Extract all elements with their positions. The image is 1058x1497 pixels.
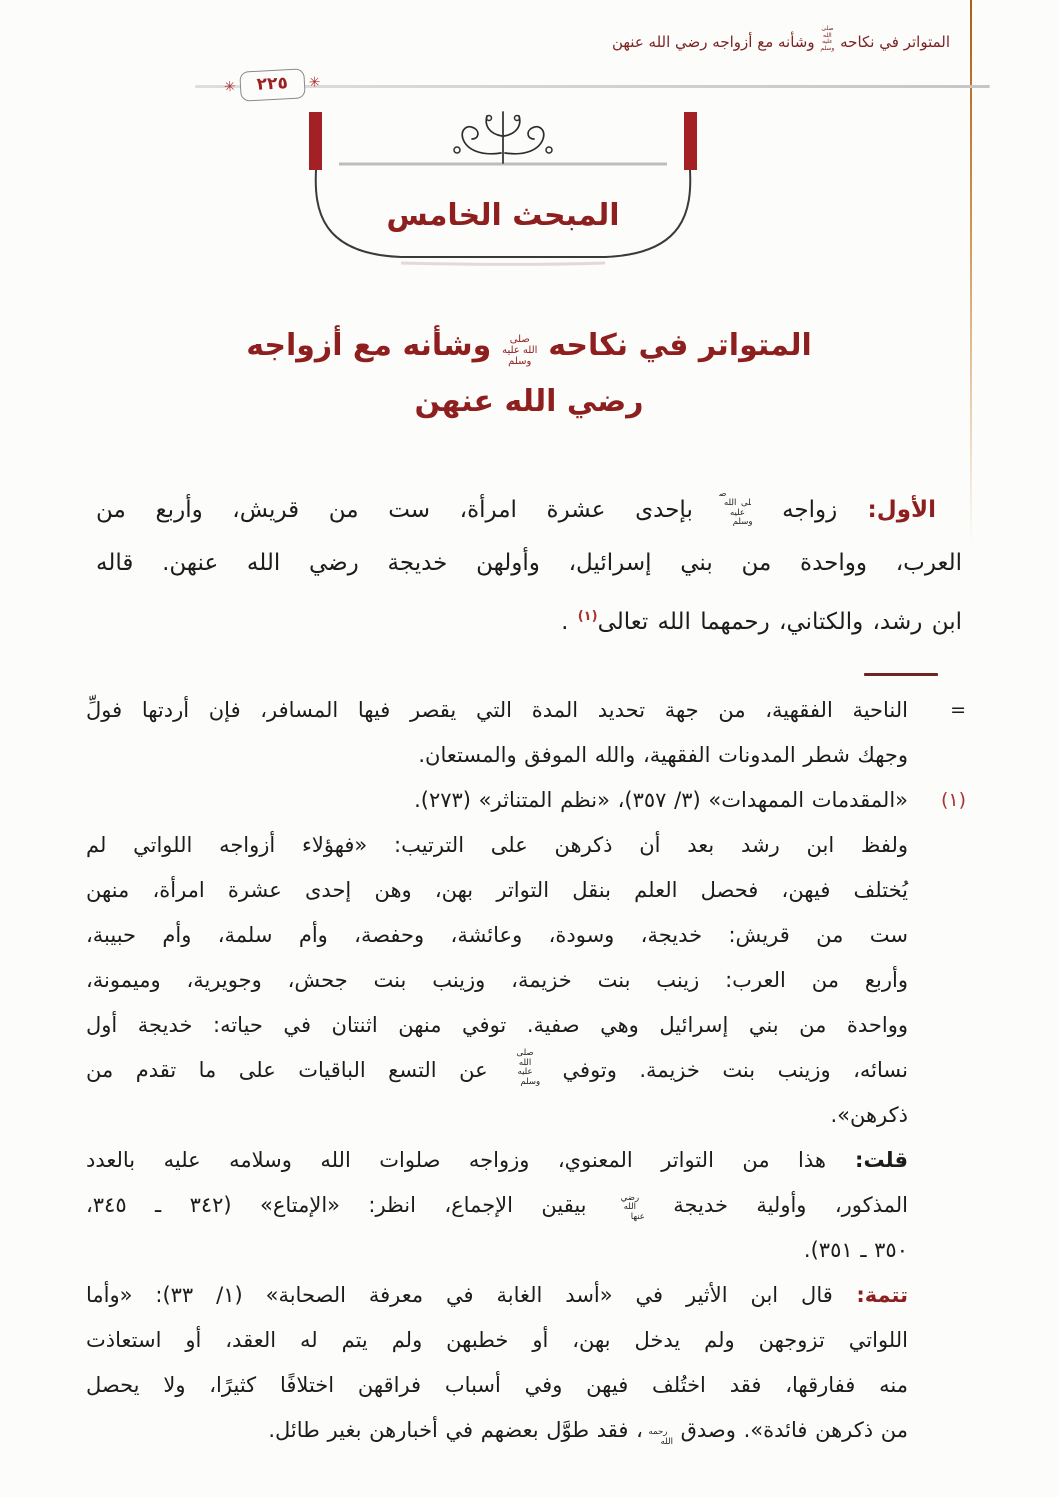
footnotes: [86, 688, 966, 1453]
text-run: يُختلف فيهن، فحصل العلم بنقل التواتر بهن، وهن إحدى عشرة امرأة، منهن: [86, 877, 908, 902]
footnote-marker: (١): [940, 788, 966, 811]
text-run: وأربع من العرب: زينب بنت خزيمة، وزينب بنت جحش، وجويرية، وميمونة،: [86, 967, 908, 992]
honorific-symbol: رحمه الله: [648, 1427, 673, 1447]
text-run: قال ابن الأثير في «أسد الغابة في معرفة الصحابة» (١/ ٣٣): «وأما: [86, 1282, 833, 1307]
text-run: زواجه: [752, 497, 838, 524]
text-run: الأول:: [837, 497, 937, 524]
chapter-title: المبحث الخامس: [386, 198, 620, 234]
text-run: نسائه، وزينب بنت خزيمة. وتوفي: [540, 1057, 908, 1082]
text-run: وواحدة من بني إسرائيل وهي صفية. توفي منهن اثنتان في حياته: خديجة أول: [86, 1012, 908, 1037]
chapter-ornament: [283, 106, 723, 302]
text-run: ، فقد طوَّل بعضهم في أخبارهن بغير طائل.: [268, 1417, 643, 1442]
honorific-symbol: صلى الله عليه وسلم: [719, 488, 753, 528]
text-run: هذا من التواتر المعنوي، وزواجه صلوات الله وسلامه عليه بالعدد: [86, 1147, 826, 1172]
body-line: [96, 484, 962, 537]
ornament-bar-left-icon: [684, 112, 697, 170]
text-run: بيقين الإجماع، انظر: «الإمتاع» (٣٤٢ ـ ٣٤٥،: [86, 1192, 615, 1217]
text-run: ابن رشد، والكتاني، رحمهما الله تعالى: [597, 609, 962, 636]
flourish-left-icon: ✳: [223, 78, 237, 96]
chapter-frame-drawing: [283, 106, 723, 272]
text-run: الناحية الفقهية، من جهة تحديد المدة التي يقصر فيها المسافر، فإن أردتها فولِّ: [86, 697, 908, 722]
footnote-line: [86, 1228, 908, 1273]
text-run: منه ففارقها، فقد اختُلف فيهن وفي أسباب فراقهن اختلافًا كثيرًا، ولا يحصل: [86, 1372, 908, 1397]
footnote-line: [86, 823, 908, 868]
text-run: ولفظ ابن رشد بعد أن ذكرهن على الترتيب: «فهؤلاء أزواجه اللواتي لم: [86, 832, 908, 857]
footnote-line: [86, 778, 966, 823]
text-run: .: [561, 609, 578, 636]
footnote-separator: [864, 673, 938, 676]
footnote-line: [86, 958, 908, 1003]
text-run: العرب، وواحدة من بني إسرائيل، وأولهن خديجة رضي الله عنهن. قاله: [96, 550, 962, 577]
main-title-line2: رضي الله عنهن: [414, 384, 644, 420]
footnote-line: [86, 1048, 908, 1093]
honorific-symbol: صلى الله عليه وسلم: [516, 1048, 541, 1087]
footnote-line: [86, 913, 908, 958]
page-number-cartouche: [223, 68, 321, 103]
text-run: تتمة:: [832, 1282, 908, 1307]
text-run: اللواتي تزوجهن ولم يدخل بهن، أو خطبهن ولم يتم له العقد، أو استعاذت: [86, 1327, 908, 1352]
text-run: وشأنه مع أزواجه رضي الله عنهن: [611, 33, 820, 52]
ornament-bracket-shadow: [401, 263, 605, 265]
footnote-line: [86, 1003, 908, 1048]
flourish-right-icon: ✳: [308, 74, 321, 92]
footnote-line: [86, 1363, 908, 1408]
text-run: عن التسع الباقيات على ما تقدم من: [86, 1057, 511, 1082]
main-title-line1: [0, 318, 1058, 374]
text-run: ست من قريش: خديجة، وسودة، وعائشة، وحفصة، وأم سلمة، وأم حبيبة،: [86, 922, 908, 947]
text-run: بإحدى عشرة امرأة، ست من قريش، وأربع من: [96, 497, 723, 524]
honorific-symbol: صلى الله عليه وسلم: [820, 25, 835, 53]
footnote-line: [86, 868, 908, 913]
ornament-bar-right-icon: [309, 112, 322, 170]
text-run: المذكور، وأولية خديجة: [644, 1192, 908, 1217]
text-run: «المقدمات الممهدات» (٣/ ٣٥٧)، «نظم المتناثر» (٢٧٣).: [414, 787, 908, 812]
body-line: [96, 590, 962, 649]
text-run: (١): [577, 609, 598, 625]
floral-ornament-icon: [454, 112, 552, 163]
text-run: المتواتر في نكاحه: [835, 33, 950, 52]
text-run: قلت:: [825, 1147, 909, 1172]
header-rule: [0, 70, 1058, 104]
text-run: ذكرهن».: [830, 1102, 908, 1127]
body-line: [96, 537, 962, 590]
footnote-line: [86, 1093, 908, 1138]
footnote-marker: =: [950, 698, 966, 721]
footnote-line: [86, 1318, 908, 1363]
main-title: [0, 318, 1058, 430]
text-run: المتواتر في نكاحه: [537, 328, 812, 364]
footnote-line: [86, 1138, 908, 1183]
footnote-line: [86, 1273, 908, 1318]
footnote-line: [86, 1408, 908, 1453]
page-number: ٢٢٥: [239, 68, 306, 101]
text-run: من ذكرهن فائدة». وصدق: [672, 1417, 908, 1442]
honorific-symbol: رضي الله عنها: [620, 1192, 645, 1222]
text-run: وشأنه مع أزواجه: [246, 328, 502, 364]
text-run: ٣٥٠ ـ ٣٥١).: [803, 1237, 908, 1262]
footnote-line: [86, 1183, 908, 1228]
body-paragraph: [96, 484, 962, 649]
footnote-line: [86, 688, 966, 733]
honorific-symbol: صلى الله عليه وسلم: [502, 333, 538, 368]
text-run: وجهك شطر المدونات الفقهية، والله الموفق والمستعان.: [418, 742, 908, 767]
running-header: [0, 0, 1058, 54]
footnote-line: [86, 733, 908, 778]
